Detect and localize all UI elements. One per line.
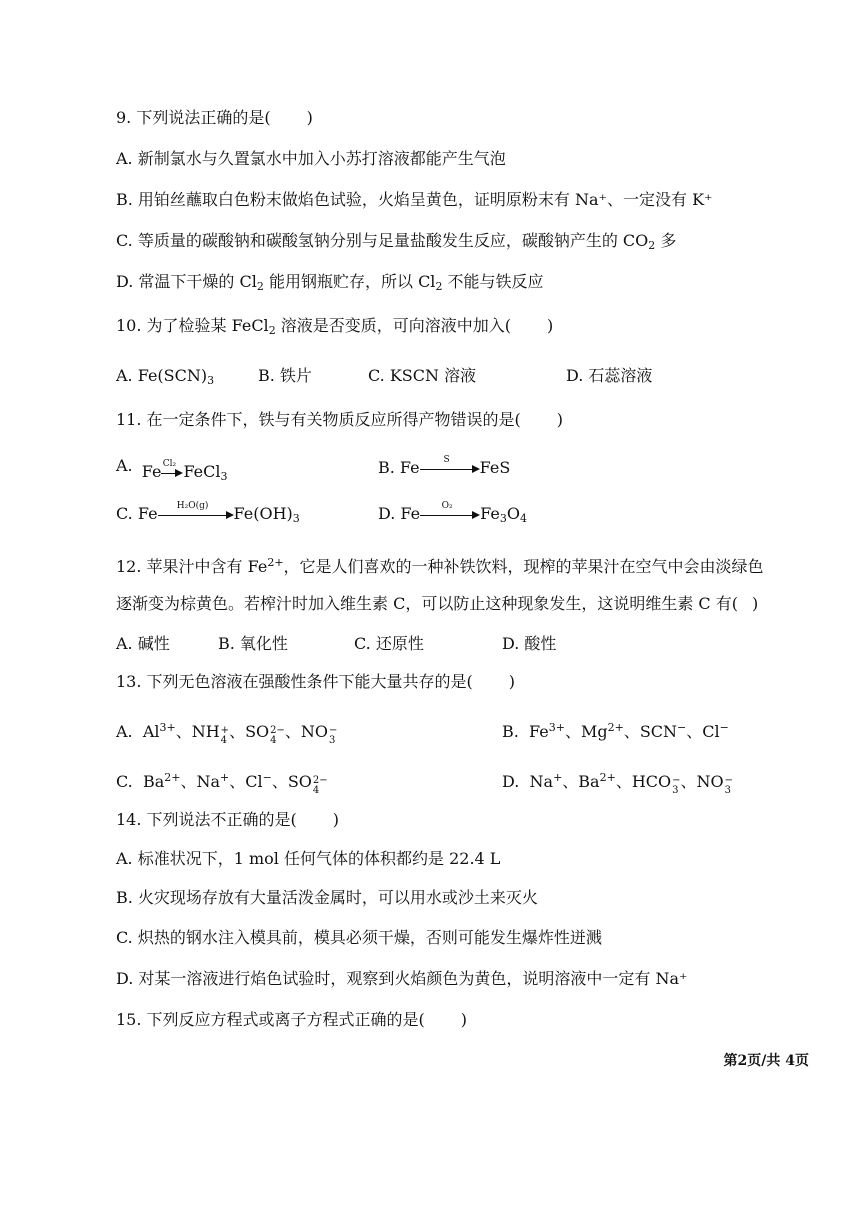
q14-option-d: D. 对某一溶液进行焰色试验时，观察到火焰颜色为黄色，说明溶液中一定有 Na⁺ bbox=[116, 969, 688, 988]
q12-option-a: A. 碱性 bbox=[116, 634, 170, 653]
q12-stem-line2: 逐渐变为棕黄色。若榨汁时加入维生素 C，可以防止这种现象发生，这说明维生素 C 有( ) bbox=[116, 594, 759, 613]
q14-stem: 14. 下列说法不正确的是( ) bbox=[116, 810, 340, 829]
q13-stem: 13. 下列无色溶液在强酸性条件下能大量共存的是( ) bbox=[116, 672, 516, 691]
q15-stem: 15. 下列反应方程式或离子方程式正确的是( ) bbox=[116, 1010, 468, 1029]
page-number: 第2页/共 4页 bbox=[723, 1053, 809, 1069]
reaction-arrow: S bbox=[420, 461, 480, 477]
q11-option-c: C. Fe H₂O(g) $Fe(OH)_3$ bbox=[116, 500, 300, 525]
q11-stem: 11. 在一定条件下，铁与有关物质反应所得产物错误的是( ) bbox=[116, 410, 564, 429]
q13-option-c: C. $Ba^{2+}$、Na+、Cl−、SO 2− 4 bbox=[116, 771, 328, 796]
q9-stem: 9. 下列说法正确的是( ) bbox=[116, 108, 313, 127]
q13-option-b: B. $Fe^{3+}$、$Mg^{2+}$、SCN−、Cl− bbox=[502, 721, 729, 741]
reaction-arrow: O₂ bbox=[420, 507, 480, 523]
q9-option-a: A. 新制氯水与久置氯水中加入小苏打溶液都能产生气泡 bbox=[116, 149, 506, 168]
q9-option-c: C. 等质量的碳酸钠和碳酸氢钠分别与足量盐酸发生反应，碳酸钠产生的 $CO_2$ 多 bbox=[116, 231, 677, 252]
q13-option-d: D. Na+、$Ba^{2+}$、HCO − 3 、NO − 3 bbox=[502, 771, 734, 796]
q11-option-a: A. Fe Cl₂ FeCl$_3$ bbox=[116, 456, 228, 483]
q11-option-d: D. Fe O₂ $Fe_3O_4$ bbox=[378, 500, 527, 525]
q11-option-b: B. Fe S FeS bbox=[378, 454, 511, 477]
q9-option-d: D. 常温下干燥的 $Cl_2$ 能用钢瓶贮存，所以 $Cl_2$ 不能与铁反应 bbox=[116, 272, 544, 293]
reaction-arrow: Cl₂ bbox=[161, 465, 183, 481]
q10-option-a: A. $Fe(SCN)_3$ bbox=[116, 366, 215, 387]
reaction-arrow: H₂O(g) bbox=[158, 507, 234, 523]
q10-stem: 10. 为了检验某 FeCl$_2$ 溶液是否变质，可向溶液中加入( ) bbox=[116, 316, 554, 337]
q12-option-d: D. 酸性 bbox=[502, 634, 557, 653]
q10-option-c: C. KSCN 溶液 bbox=[368, 366, 477, 385]
q9-option-b: B. 用铂丝蘸取白色粉末做焰色试验，火焰呈黄色，证明原粉末有 Na⁺、一定没有 K⁺ bbox=[116, 190, 713, 209]
q14-option-b: B. 火灾现场存放有大量活泼金属时，可以用水或沙土来灭火 bbox=[116, 888, 538, 907]
q10-option-d: D. 石蕊溶液 bbox=[566, 366, 653, 385]
q12-option-c: C. 还原性 bbox=[354, 634, 424, 653]
q14-option-a: A. 标准状况下，1 mol 任何气体的体积都约是 22.4 L bbox=[116, 849, 501, 868]
q12-stem-line1: 12. 苹果汁中含有 $Fe^{2+}$，它是人们喜欢的一种补铁饮料，现榨的苹果汁在空气中会由淡绿色 bbox=[116, 556, 764, 576]
q14-option-c: C. 炽热的钢水注入模具前，模具必须干燥，否则可能发生爆炸性迸溅 bbox=[116, 928, 602, 947]
q13-option-a: A. $Al^{3+}$、NH + 4 、SO 2− 4 、NO − 3 bbox=[116, 721, 338, 746]
q12-option-b: B. 氧化性 bbox=[218, 634, 288, 653]
q10-option-b: B. 铁片 bbox=[258, 366, 312, 385]
